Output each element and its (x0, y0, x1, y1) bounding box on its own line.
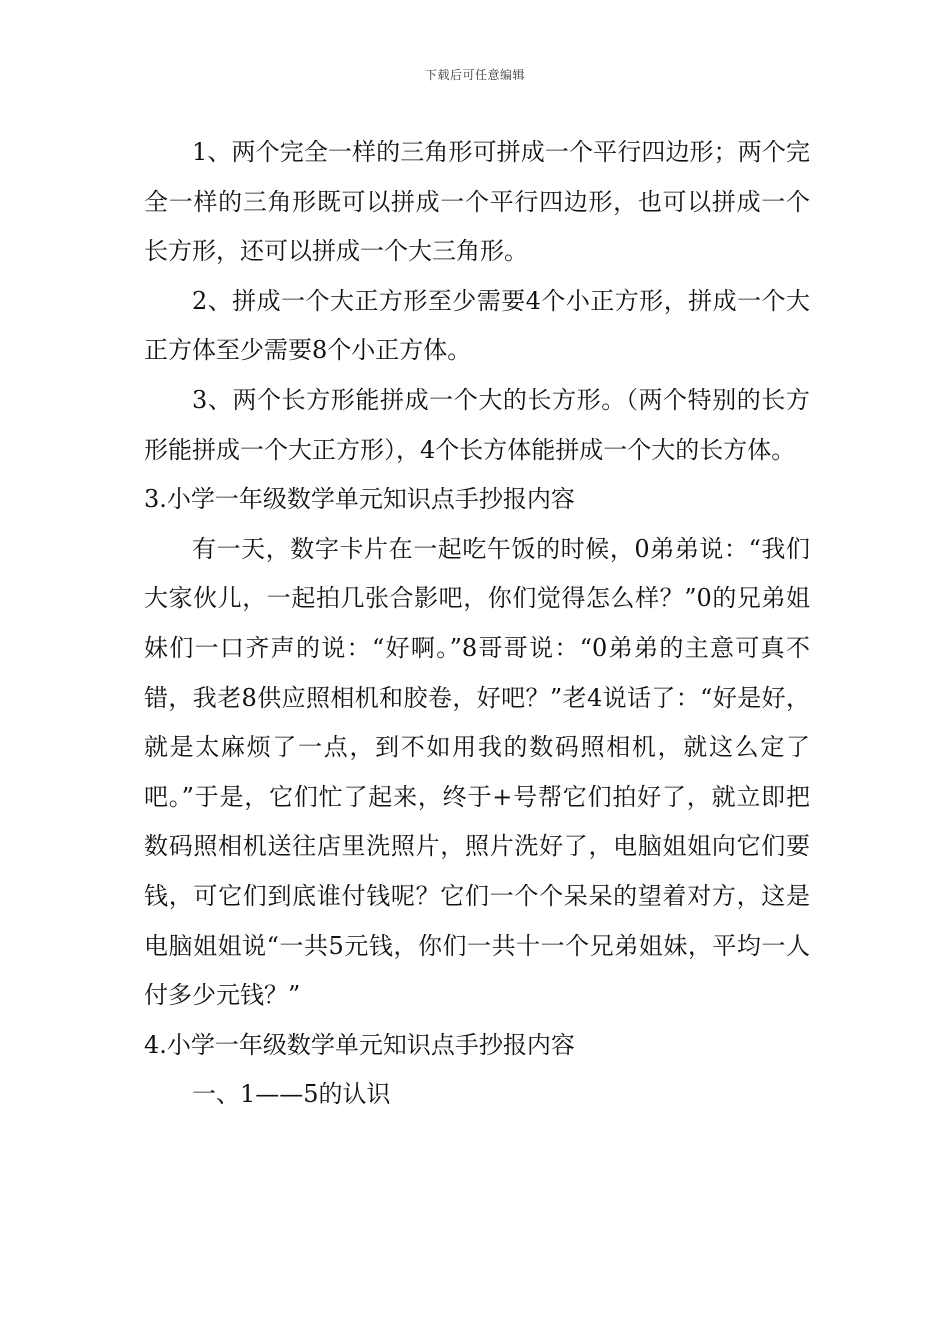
document-body (144, 128, 810, 1120)
subsection-heading: 一、1——5的认识 (192, 1080, 391, 1109)
section-heading-3: 3.小学一年级数学单元知识点手抄报内容 (144, 485, 575, 514)
paragraph-item-3: 3、两个长方形能拼成一个大的长方形。（两个特别的长方形能拼成一个大正方形），4个长方体能拼成一个大的长方体。 (144, 385, 810, 464)
paragraph-item-1: 1、两个完全一样的三角形可拼成一个平行四边形；两个完全一样的三角形既可以拼成一个平行四边形，也可以拼成一个长方形，还可以拼成一个大三角形。 (144, 138, 810, 266)
header-note: 下载后可任意编辑 (424, 68, 525, 82)
story-paragraph: 有一天，数字卡片在一起吃午饭的时候，0弟弟说：“我们大家伙儿，一起拍几张合影吧，你们觉得怎么样？”0的兄弟姐妹们一口齐声的说：“好啊。”8哥哥说：“0弟弟的主意可真不错，我老8供应照相机和胶卷，好吧？”老4说话了：“好是好，就是太麻烦了一点，到不如用我的数码照相机，就这么定了吧。”于是，它们忙了起来，终于+号帮它们拍好了，就立即把数码照相机送往店里洗照片，照片洗好了，电脑姐姐向它们要钱，可它们到底谁付钱呢？它们一个个呆呆的望着对方，这是电脑姐姐说“一共5元钱，你们一共十一个兄弟姐妹，平均一人付多少元钱？” (144, 534, 810, 1010)
section-heading-4: 4.小学一年级数学单元知识点手抄报内容 (144, 1030, 575, 1059)
paragraph-item-2: 2、拼成一个大正方形至少需要4个小正方形，拼成一个大正方体至少需要8个小正方体。 (144, 286, 810, 365)
